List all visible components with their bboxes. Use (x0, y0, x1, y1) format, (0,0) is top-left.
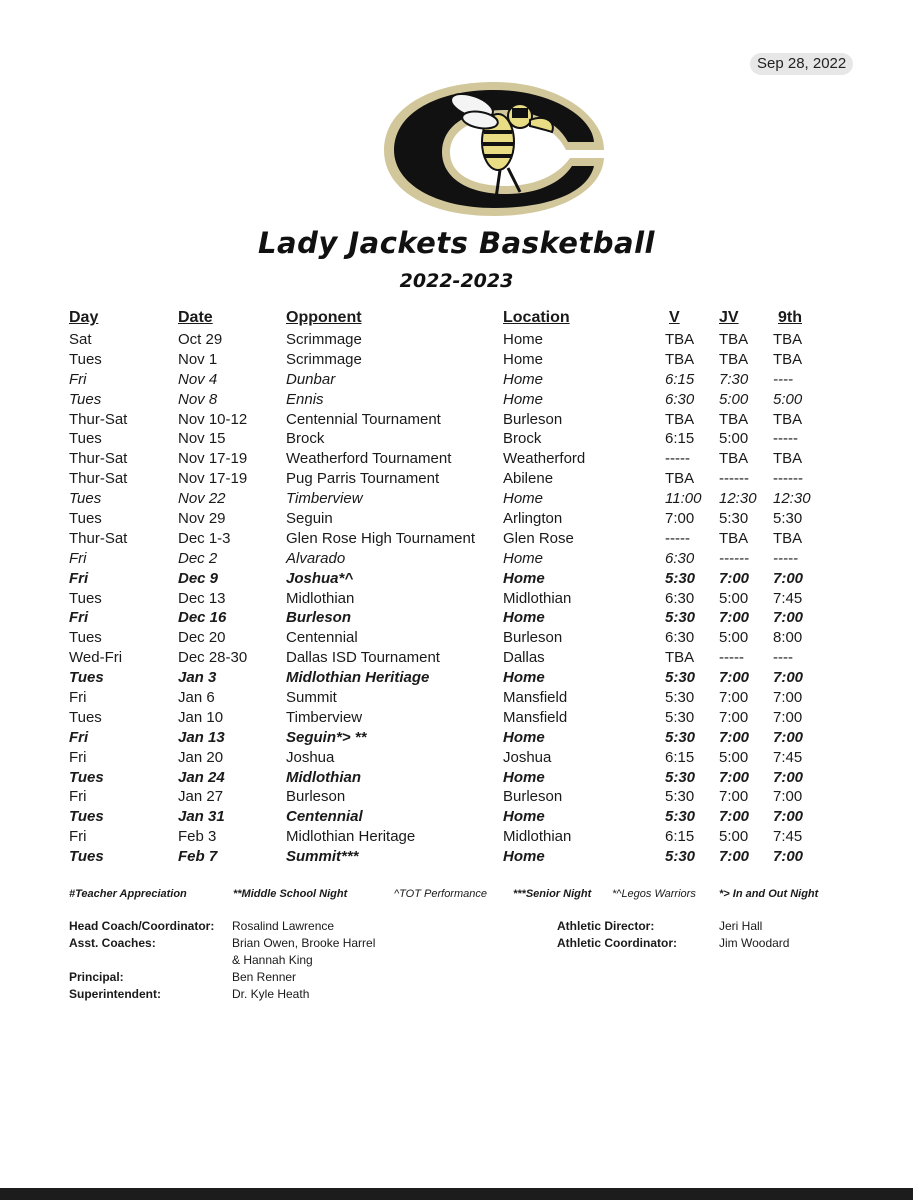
table-row (0, 768, 913, 788)
table-row (0, 469, 913, 489)
cell-location: Mansfield (503, 708, 568, 726)
cell-location: Burleson (503, 629, 563, 647)
cell-date: Feb 3 (178, 828, 217, 846)
table-row (0, 390, 913, 410)
schedule-header (0, 309, 913, 329)
cell-jv: ------ (719, 549, 749, 567)
table-row (0, 410, 913, 430)
cell-ninth: 7:00 (773, 728, 804, 746)
cell-location: Home (503, 390, 544, 408)
table-row (0, 429, 913, 449)
cell-location: Dallas (503, 649, 545, 667)
cell-jv: 7:00 (719, 808, 750, 826)
cell-varsity: 6:30 (665, 549, 695, 567)
schedule-table (0, 330, 913, 867)
cell-day: Tues (69, 589, 102, 607)
athletic-director-label: Athletic Director: (557, 919, 655, 933)
cell-date: Nov 17-19 (178, 450, 248, 468)
cell-day: Fri (69, 748, 87, 766)
cell-ninth: 7:00 (773, 569, 804, 587)
legend-legos: *^Legos Warriors (612, 888, 696, 900)
athletic-coordinator-name: Jim Woodard (719, 936, 790, 950)
cell-varsity: TBA (665, 470, 695, 488)
cell-date: Nov 15 (178, 430, 226, 448)
legend-middle-school: **Middle School Night (233, 888, 348, 900)
cell-opponent: Summit (286, 689, 337, 707)
cell-varsity: 5:30 (665, 669, 696, 687)
header-ninth: 9th (778, 309, 802, 326)
cell-ninth: 7:00 (773, 708, 803, 726)
cell-location: Midlothian (503, 589, 572, 607)
cell-jv: 7:00 (719, 609, 750, 627)
principal-name: Ben Renner (232, 970, 297, 984)
table-row (0, 748, 913, 768)
cell-date: Nov 8 (178, 390, 218, 408)
table-row (0, 569, 913, 589)
page-title: Lady Jackets Basketball (258, 226, 655, 260)
cell-location: Mansfield (503, 689, 568, 707)
cell-location: Burleson (503, 788, 563, 806)
asst-coaches-label: Asst. Coaches: (69, 936, 156, 950)
cell-opponent: Seguin (286, 510, 333, 528)
cell-ninth: 7:45 (773, 748, 803, 766)
cell-opponent: Midlothian Heritage (286, 828, 416, 846)
cell-day: Thur-Sat (69, 450, 128, 468)
header-jv: JV (719, 309, 739, 326)
cell-date: Jan 3 (178, 669, 217, 687)
cell-jv: 5:30 (719, 510, 749, 528)
cell-ninth: TBA (773, 450, 803, 468)
cell-varsity: TBA (665, 410, 695, 428)
legend-senior: ***Senior Night (513, 888, 592, 900)
cell-varsity: ----- (665, 529, 690, 547)
cell-jv: 5:00 (719, 390, 749, 408)
cell-location: Home (503, 569, 545, 587)
cell-location: Arlington (503, 510, 563, 528)
cell-date: Dec 13 (178, 589, 226, 607)
cell-varsity: 5:30 (665, 728, 696, 746)
cell-day: Fri (69, 569, 89, 587)
cell-date: Jan 10 (178, 708, 224, 726)
cell-jv: ------ (719, 470, 749, 488)
cell-ninth: 7:00 (773, 808, 804, 826)
cell-jv: TBA (719, 529, 749, 547)
cell-opponent: Dallas ISD Tournament (286, 649, 440, 667)
cell-jv: 7:00 (719, 848, 750, 866)
cell-date: Nov 1 (178, 350, 218, 368)
cell-location: Home (503, 609, 545, 627)
cell-opponent: Timberview (286, 708, 363, 726)
legend-teacher: #Teacher Appreciation (69, 888, 187, 900)
cell-date: Dec 1-3 (178, 529, 231, 547)
cell-jv: ----- (719, 649, 744, 667)
legend-in-out: *> In and Out Night (719, 888, 819, 900)
cell-ninth: ----- (773, 549, 798, 567)
cell-ninth: TBA (773, 331, 803, 348)
cell-ninth: ---- (773, 649, 793, 667)
cell-jv: 5:00 (719, 629, 749, 647)
bottom-bar (0, 1188, 913, 1200)
cell-location: Home (503, 669, 545, 687)
table-row (0, 847, 913, 867)
cell-day: Fri (69, 689, 87, 707)
cell-day: Fri (69, 549, 87, 567)
cell-opponent: Scrimmage (286, 331, 362, 348)
cell-location: Burleson (503, 410, 563, 428)
cell-varsity: 5:30 (665, 708, 695, 726)
cell-jv: 5:00 (719, 828, 749, 846)
cell-ninth: ----- (773, 430, 798, 448)
legend (0, 888, 913, 904)
cell-opponent: Joshua*^ (286, 569, 354, 587)
cell-day: Tues (69, 848, 104, 866)
legend-tot: ^TOT Performance (394, 888, 487, 900)
cell-date: Dec 20 (178, 629, 226, 647)
cell-day: Tues (69, 510, 102, 528)
table-row (0, 787, 913, 807)
table-row (0, 628, 913, 648)
cell-jv: 7:00 (719, 689, 749, 707)
cell-date: Jan 24 (178, 768, 225, 786)
cell-opponent: Scrimmage (286, 350, 362, 368)
cell-varsity: 6:15 (665, 430, 695, 448)
cell-jv: 7:00 (719, 708, 749, 726)
cell-day: Sat (69, 331, 92, 348)
cell-opponent: Brock (286, 430, 325, 448)
cell-location: Abilene (503, 470, 554, 488)
cell-varsity: TBA (665, 331, 695, 348)
cell-varsity: 5:30 (665, 768, 696, 786)
cell-day: Thur-Sat (69, 470, 128, 488)
cell-varsity: 6:30 (665, 390, 695, 408)
cell-day: Fri (69, 728, 89, 746)
table-row (0, 688, 913, 708)
cell-varsity: 6:30 (665, 629, 695, 647)
cell-ninth: 7:00 (773, 768, 804, 786)
table-row (0, 807, 913, 827)
cell-jv: 7:00 (719, 768, 750, 786)
cell-jv: 5:00 (719, 430, 749, 448)
cell-day: Tues (69, 808, 104, 826)
cell-opponent: Alvarado (286, 549, 346, 567)
cell-ninth: ------ (773, 470, 803, 488)
cell-day: Fri (69, 788, 87, 806)
cell-ninth: ---- (773, 370, 793, 388)
cell-ninth: 12:30 (773, 490, 811, 508)
cell-location: Home (503, 549, 544, 567)
cell-date: Nov 10-12 (178, 410, 248, 428)
cell-date: Nov 22 (178, 490, 226, 508)
asst-coaches-line1: Brian Owen, Brooke Harrel (232, 936, 376, 950)
cell-day: Tues (69, 629, 102, 647)
cell-location: Glen Rose (503, 529, 574, 547)
cell-day: Tues (69, 350, 102, 368)
cell-date: Jan 31 (178, 808, 225, 826)
asst-coaches-line2: & Hannah King (232, 953, 313, 967)
cell-day: Tues (69, 768, 104, 786)
cell-date: Nov 4 (178, 370, 218, 388)
cell-ninth: 5:30 (773, 510, 803, 528)
table-row (0, 370, 913, 390)
cell-varsity: TBA (665, 649, 695, 667)
cell-opponent: Midlothian (286, 768, 361, 786)
table-row (0, 489, 913, 509)
cell-location: Brock (503, 430, 542, 448)
table-row (0, 350, 913, 370)
cell-jv: 7:00 (719, 569, 750, 587)
cell-opponent: Dunbar (286, 370, 336, 388)
cell-ninth: 7:00 (773, 788, 803, 806)
cell-ninth: 5:00 (773, 390, 803, 408)
cell-opponent: Ennis (286, 390, 324, 408)
cell-date: Dec 16 (178, 609, 227, 627)
cell-varsity: TBA (665, 350, 695, 368)
cell-jv: TBA (719, 410, 749, 428)
season-subtitle: 2022-2023 (399, 270, 514, 292)
table-row (0, 708, 913, 728)
cell-date: Feb 7 (178, 848, 218, 866)
cell-varsity: 5:30 (665, 609, 696, 627)
athletic-director-name: Jeri Hall (719, 919, 763, 933)
cell-jv: 5:00 (719, 589, 749, 607)
cell-day: Thur-Sat (69, 529, 128, 547)
cell-date: Jan 13 (178, 728, 225, 746)
cell-opponent: Centennial (286, 629, 358, 647)
cell-jv: 12:30 (719, 490, 757, 508)
cell-day: Tues (69, 669, 104, 687)
cell-ninth: 7:00 (773, 689, 803, 707)
cell-date: Jan 6 (178, 689, 215, 707)
cell-opponent: Midlothian Heritiage (286, 669, 430, 687)
table-row (0, 509, 913, 529)
cell-varsity: 6:15 (665, 748, 695, 766)
superintendent-label: Superintendent: (69, 987, 161, 1001)
cell-location: Weatherford (503, 450, 586, 468)
athletic-coordinator-label: Athletic Coordinator: (557, 936, 677, 950)
cell-ninth: 8:00 (773, 629, 803, 647)
cell-day: Tues (69, 430, 102, 448)
table-row (0, 668, 913, 688)
cell-jv: 7:00 (719, 788, 749, 806)
cell-varsity: 5:30 (665, 569, 696, 587)
cell-location: Home (503, 331, 544, 348)
cell-location: Midlothian (503, 828, 572, 846)
cell-varsity: ----- (665, 450, 690, 468)
cell-location: Home (503, 848, 545, 866)
cell-date: Dec 2 (178, 549, 218, 567)
cell-day: Fri (69, 370, 87, 388)
cell-day: Tues (69, 708, 102, 726)
cell-varsity: 5:30 (665, 848, 696, 866)
cell-jv: TBA (719, 331, 749, 348)
cell-jv: 5:00 (719, 748, 749, 766)
principal-label: Principal: (69, 970, 124, 984)
date-badge: Sep 28, 2022 (750, 53, 853, 75)
cell-day: Thur-Sat (69, 410, 128, 428)
cell-date: Dec 9 (178, 569, 219, 587)
cell-opponent: Weatherford Tournament (286, 450, 452, 468)
cell-location: Joshua (503, 748, 552, 766)
superintendent-name: Dr. Kyle Heath (232, 987, 310, 1001)
cell-ninth: 7:00 (773, 669, 804, 687)
cell-varsity: 6:30 (665, 589, 695, 607)
table-row (0, 330, 913, 350)
cell-jv: 7:30 (719, 370, 749, 388)
cell-day: Fri (69, 828, 87, 846)
cell-opponent: Centennial (286, 808, 363, 826)
head-coach-label: Head Coach/Coordinator: (69, 919, 215, 933)
head-coach-name: Rosalind Lawrence (232, 919, 335, 933)
cell-varsity: 6:15 (665, 828, 695, 846)
cell-varsity: 6:15 (665, 370, 695, 388)
cell-ninth: 7:45 (773, 589, 803, 607)
cell-opponent: Midlothian (286, 589, 355, 607)
cell-date: Dec 28-30 (178, 649, 248, 667)
table-row (0, 728, 913, 748)
cell-varsity: 5:30 (665, 689, 695, 707)
cell-day: Tues (69, 390, 102, 408)
table-row (0, 608, 913, 628)
yellow-jacket-logo (380, 80, 608, 218)
cell-location: Home (503, 490, 544, 508)
cell-jv: 7:00 (719, 728, 750, 746)
cell-jv: TBA (719, 350, 749, 368)
table-row (0, 827, 913, 847)
table-row (0, 589, 913, 609)
cell-date: Nov 17-19 (178, 470, 248, 488)
cell-location: Home (503, 808, 545, 826)
cell-varsity: 5:30 (665, 808, 696, 826)
cell-opponent: Pug Parris Tournament (286, 470, 440, 488)
cell-opponent: Summit*** (286, 848, 359, 866)
cell-ninth: TBA (773, 410, 803, 428)
cell-varsity: 7:00 (665, 510, 695, 528)
cell-varsity: 11:00 (665, 490, 702, 508)
table-row (0, 449, 913, 469)
cell-opponent: Burleson (286, 788, 346, 806)
header-opponent: Opponent (286, 309, 362, 326)
table-row (0, 549, 913, 569)
cell-location: Home (503, 728, 545, 746)
cell-opponent: Timberview (286, 490, 363, 508)
cell-date: Jan 27 (178, 788, 224, 806)
cell-ninth: TBA (773, 529, 803, 547)
cell-ninth: 7:00 (773, 848, 804, 866)
header-day: Day (69, 309, 99, 326)
cell-location: Home (503, 370, 544, 388)
cell-varsity: 5:30 (665, 788, 695, 806)
header-location: Location (503, 309, 570, 326)
cell-day: Tues (69, 490, 102, 508)
cell-jv: 7:00 (719, 669, 750, 687)
cell-opponent: Glen Rose High Tournament (286, 529, 475, 547)
cell-opponent: Centennial Tournament (286, 410, 441, 428)
table-row (0, 648, 913, 668)
cell-day: Fri (69, 609, 89, 627)
cell-date: Jan 20 (178, 748, 224, 766)
table-row (0, 529, 913, 549)
cell-ninth: 7:45 (773, 828, 803, 846)
cell-location: Home (503, 350, 544, 368)
header-varsity: V (669, 309, 680, 326)
cell-ninth: 7:00 (773, 609, 804, 627)
cell-day: Wed-Fri (69, 649, 123, 667)
cell-opponent: Joshua (286, 748, 335, 766)
cell-opponent: Seguin*> ** (286, 728, 367, 746)
header-date: Date (178, 309, 213, 326)
cell-jv: TBA (719, 450, 749, 468)
cell-ninth: TBA (773, 350, 803, 368)
cell-date: Oct 29 (178, 331, 223, 348)
cell-date: Nov 29 (178, 510, 226, 528)
cell-opponent: Burleson (286, 609, 352, 627)
cell-location: Home (503, 768, 545, 786)
